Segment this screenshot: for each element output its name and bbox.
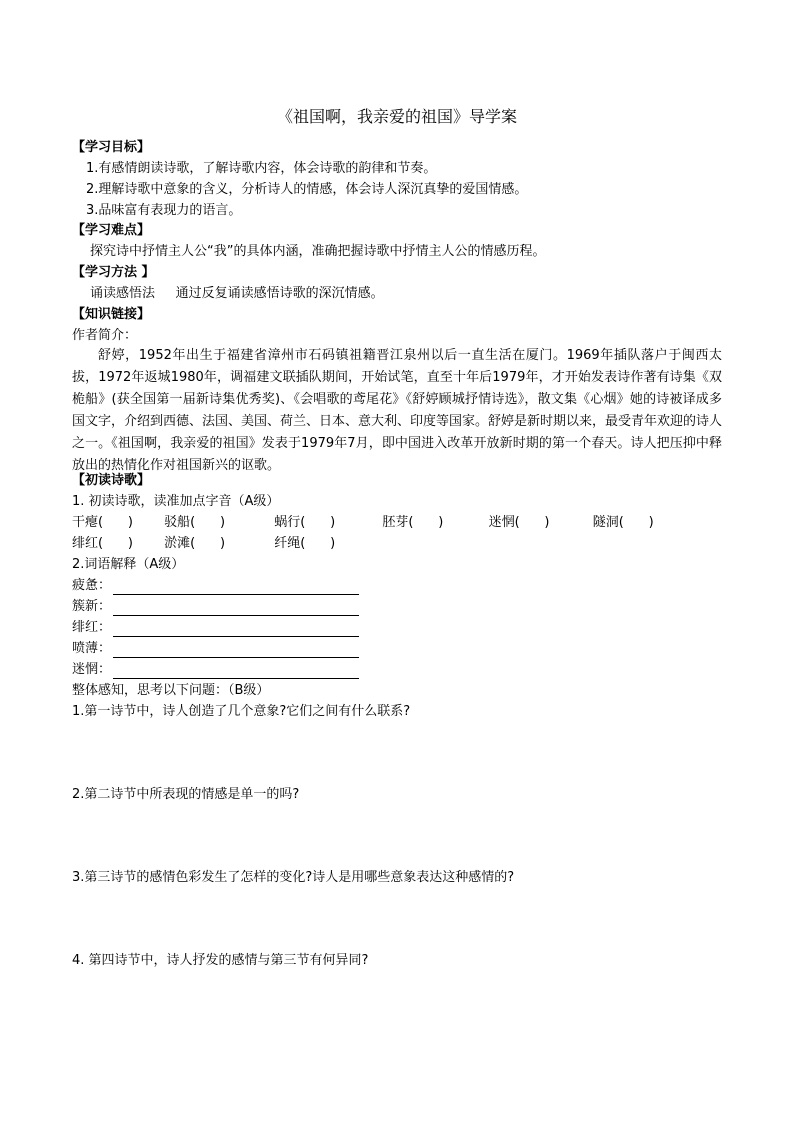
- method-heading: 【学习方法 】: [72, 265, 155, 280]
- pronunciation-item: 胚芽( ): [382, 515, 444, 530]
- vocab-term: 簇新：: [72, 599, 112, 614]
- pronunciation-item: 隧洞( ): [592, 515, 654, 530]
- pronunciation-item: 纤绳( ): [274, 536, 336, 551]
- pronunciation-item: 干瘪( ): [72, 515, 133, 530]
- discussion-question: 2.第二诗节中所表现的情感是单一的吗?: [72, 787, 300, 802]
- pronunciation-row: [72, 535, 335, 553]
- author-paragraph: 舒婷，1952年出生于福建省漳州市石码镇祖籍晋江泉州以后一直生活在厦门。1969年插队落户于闽西太拔，1972年返城1980年，调福建文联插队期间，开始试笔，直至十年后1979年，才开始发表诗作著有诗集《双桅船》(获全国第一届新诗集优秀奖)、《会唱歌的鸢尾花》《舒婷顾城抒情诗选》，散文集《心烟》她的诗被译成多国文字，介绍到西德、法国、美国、荷兰、日本、意大利、印度等国家。舒婷是新时期以来，最受青年欢迎的诗人之一。《祖国啊，我亲爱的祖国》发表于1979年7月，即中国进入改革开放新时期的第一个春天。诗人把压抑中释放出的热情化作对祖国新兴的讴歌。: [72, 348, 723, 473]
- difficulty-text: 探究诗中抒情主人公“我”的具体内涵，准确把握诗歌中抒情主人公的情感历程。: [90, 244, 546, 259]
- pronunciation-item: 绯红( ): [72, 536, 133, 551]
- vocab-item: [72, 577, 359, 595]
- discussion-question: 3.第三诗节的感情色彩发生了怎样的变化?诗人是用哪些意象表达这种感情的?: [72, 870, 515, 885]
- method-text: 诵读感悟法 通过反复诵读感悟诗歌的深沉情感。: [90, 286, 384, 301]
- answer-blank[interactable]: [113, 601, 359, 616]
- first-reading-heading: 【初读诗歌】: [72, 473, 151, 488]
- objective-item: 1.有感情朗读诗歌，了解诗歌内容，体会诗歌的韵律和节奏。: [86, 161, 437, 176]
- vocab-term: 绯红：: [72, 620, 112, 635]
- vocab-item: [72, 640, 359, 658]
- objective-item: 2.理解诗歌中意象的含义，分析诗人的情感，体会诗人深沉真挚的爱国情感。: [86, 182, 528, 197]
- objective-item: 3.品味富有表现力的语言。: [86, 203, 242, 218]
- objectives-heading: 【学习目标】: [72, 140, 151, 155]
- vocab-item: [72, 619, 359, 637]
- pronunciation-item: 迷惘( ): [488, 515, 550, 530]
- page-title: 《祖国啊，我亲爱的祖国》导学案: [276, 107, 517, 126]
- answer-blank[interactable]: [113, 643, 359, 658]
- question-pronunciation: 1. 初读诗歌，读准加点字音（A级）: [72, 494, 280, 509]
- discussion-question: 4. 第四诗节中，诗人抒发的感情与第三节有何异同?: [72, 953, 369, 968]
- question-vocabulary: 2.词语解释（A级）: [72, 557, 185, 572]
- vocab-term: 迷惘：: [72, 662, 112, 677]
- vocab-item: [72, 598, 359, 616]
- vocab-term: 疲惫：: [72, 578, 112, 593]
- pronunciation-item: 蜗行( ): [274, 515, 336, 530]
- pronunciation-item: 驳船( ): [164, 515, 226, 530]
- difficulty-heading: 【学习难点】: [72, 223, 151, 238]
- answer-blank[interactable]: [113, 664, 359, 679]
- overall-perception-prompt: 整体感知，思考以下问题：（B级）: [72, 683, 270, 698]
- vocab-item: [72, 661, 359, 679]
- author-label: 作者简介：: [72, 328, 138, 343]
- answer-blank[interactable]: [113, 622, 359, 637]
- pronunciation-item: 淤滩( ): [164, 536, 226, 551]
- pronunciation-row: [72, 514, 654, 532]
- answer-blank[interactable]: [113, 580, 359, 595]
- vocab-term: 喷薄：: [72, 641, 112, 656]
- discussion-question: 1.第一诗节中，诗人创造了几个意象?它们之间有什么联系?: [72, 704, 411, 719]
- knowledge-heading: 【知识链接】: [72, 307, 151, 322]
